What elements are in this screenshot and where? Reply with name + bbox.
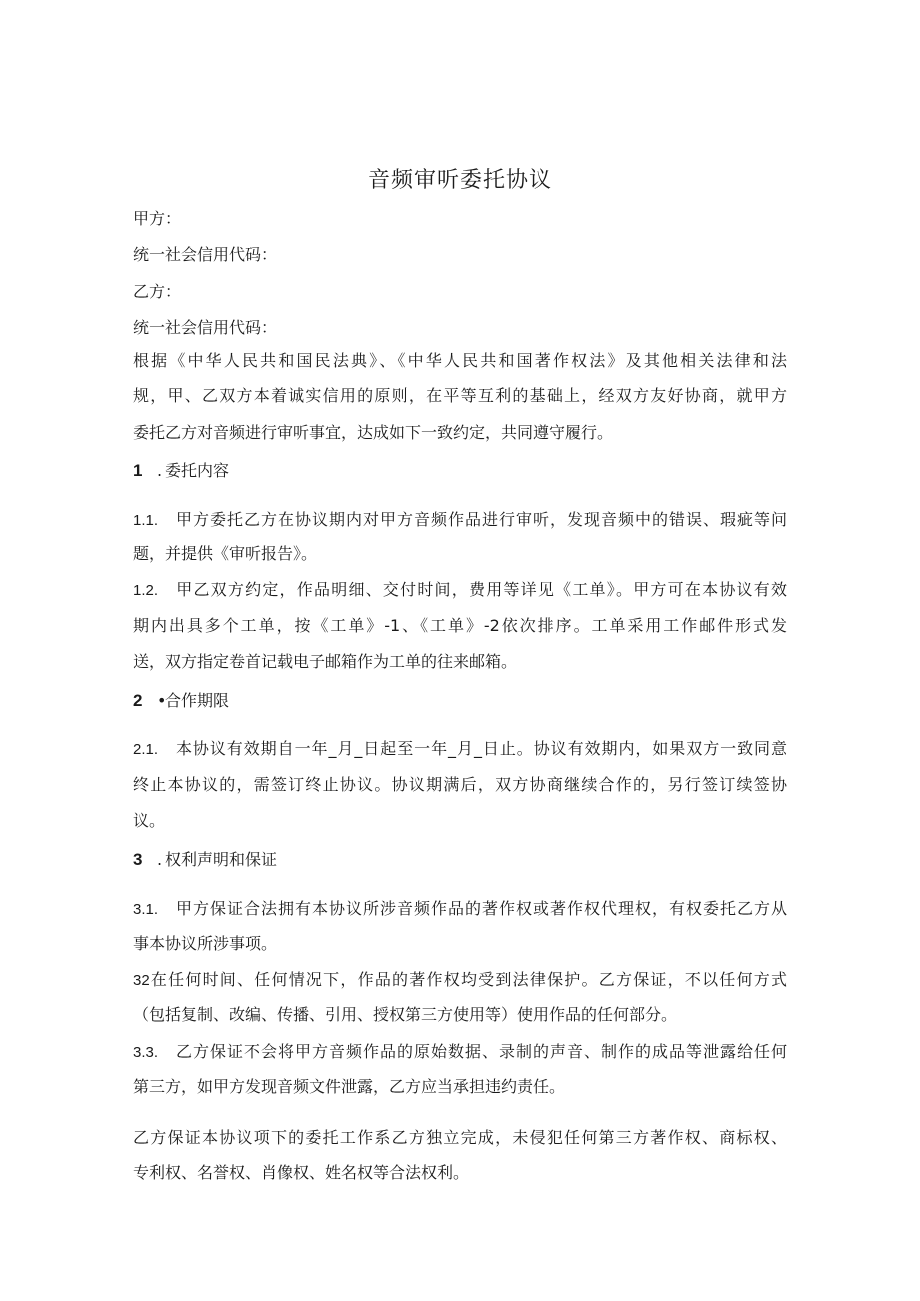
clause-3-3-line: 第三方，如甲方发现音频文件泄露，乙方应当承担违约责任。 <box>133 1077 566 1096</box>
party-b-label: 乙方： <box>133 282 182 301</box>
clause-3-1-line: 事本协议所涉事项。 <box>133 934 278 953</box>
clause-text: 乙方保证不会将甲方音频作品的原始数据、录制的声音、制作的成品等泄露给任何 <box>175 1042 787 1061</box>
document-title: 音频审听委托协议 <box>367 168 552 193</box>
section-number: 1 <box>133 461 143 480</box>
clause-2-1-line <box>133 737 787 762</box>
closing-line: 专利权、名誉权、肖像权、姓名权等合法权利。 <box>133 1163 470 1182</box>
preamble-line: 根据《中华人民共和国民法典》、《中华人民共和国著作权法》及其他相关法律和法 <box>133 351 787 370</box>
clause-1-1-line <box>133 508 787 533</box>
clause-3-3-line <box>133 1040 787 1065</box>
preamble-line: 规，甲、乙双方本着诚实信用的原则，在平等互利的基础上，经双方友好协商，就甲方 <box>133 386 787 405</box>
section-heading-3 <box>133 848 277 872</box>
section-separator: . <box>157 850 163 869</box>
party-b-credit-code-label: 统一社会信用代码： <box>133 318 278 337</box>
clause-text: 本协议有效期自一年_月_日起至一年_月_日止。协议有效期内，如果双方一致同意 <box>175 739 787 758</box>
clause-text: 甲方委托乙方在协议期内对甲方音频作品进行审听，发现音频中的错误、瑕疵等问 <box>175 510 787 529</box>
closing-line: 乙方保证本协议项下的委托工作系乙方独立完成，未侵犯任何第三方著作权、商标权、 <box>133 1128 787 1147</box>
clause-text: 甲方保证合法拥有本协议所涉音频作品的著作权或著作权代理权，有权委托乙方从 <box>175 899 787 918</box>
clause-3-2-line: （包括复制、改编、传播、引用、授权第三方使用等）使用作品的任何部分。 <box>133 1005 678 1024</box>
section-number: 3 <box>133 850 143 869</box>
clause-1-2-line: 送，双方指定卷首记载电子邮箱作为工单的往来邮箱。 <box>133 652 518 671</box>
clause-number: 2.1. <box>133 741 159 758</box>
section-heading-2 <box>133 689 229 713</box>
party-a-credit-code-label: 统一社会信用代码： <box>133 245 278 264</box>
clause-1-2-line <box>133 578 787 603</box>
clause-3-2-line <box>133 968 787 993</box>
clause-number: 1.1. <box>133 512 159 529</box>
section-separator: . <box>157 461 163 480</box>
clause-text: 甲乙双方约定，作品明细、交付时间，费用等详见《工单》。甲方可在本协议有效 <box>175 580 787 599</box>
clause-1-2-line: 期内出具多个工单，按《工单》-1、《工单》-2依次排序。工单采用工作邮件形式发 <box>133 616 787 635</box>
clause-2-1-line: 议。 <box>133 811 166 830</box>
clause-number: 32 <box>133 972 150 989</box>
clause-3-1-line <box>133 897 787 922</box>
clause-number: 1.2. <box>133 582 159 599</box>
section-title: 权利声明和保证 <box>165 850 278 869</box>
section-separator: • <box>157 691 167 710</box>
clause-1-1-line: 题，并提供《审听报告》。 <box>133 544 318 563</box>
section-title: 合作期限 <box>165 691 230 710</box>
section-heading-1 <box>133 459 229 483</box>
clause-number: 3.3. <box>133 1044 159 1061</box>
preamble-line: 委托乙方对音频进行审听事宜，达成如下一致约定，共同遵守履行。 <box>133 423 614 442</box>
section-number: 2 <box>133 691 143 710</box>
clause-number: 3.1. <box>133 901 159 918</box>
party-a-label: 甲方： <box>133 209 182 228</box>
section-title: 委托内容 <box>165 461 230 480</box>
clause-2-1-line: 终止本协议的，需签订终止协议。协议期满后，双方协商继续合作的，另行签订续签协 <box>133 775 787 794</box>
clause-text: 在任何时间、任何情况下，作品的著作权均受到法律保护。乙方保证，不以任何方式 <box>149 970 787 989</box>
